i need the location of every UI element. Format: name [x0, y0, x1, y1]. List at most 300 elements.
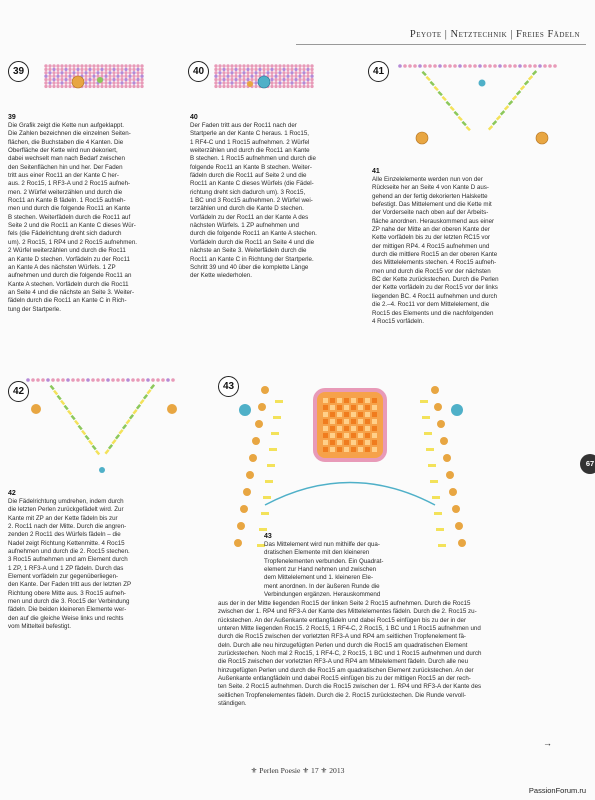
bead [548, 64, 552, 68]
bead [64, 81, 67, 84]
bead [330, 440, 335, 445]
bead [512, 95, 517, 100]
bead [234, 68, 237, 71]
bead [294, 81, 297, 84]
bead [246, 78, 249, 81]
bead [76, 68, 79, 71]
bead [270, 71, 273, 74]
bead [298, 81, 301, 84]
bead [84, 64, 87, 67]
bead [222, 78, 225, 81]
bead [294, 75, 297, 78]
bead [330, 426, 335, 431]
bead [121, 378, 125, 382]
bead [112, 64, 115, 67]
accent-bead [452, 505, 460, 513]
bead [126, 378, 130, 382]
bead [116, 64, 119, 67]
bead [238, 81, 241, 84]
bead [146, 378, 150, 382]
bead [286, 71, 289, 74]
bead [226, 71, 229, 74]
bead [365, 398, 370, 403]
bead [226, 68, 229, 71]
bead [533, 64, 537, 68]
bead [242, 75, 245, 78]
bead [95, 450, 100, 455]
accent-bead [243, 488, 251, 496]
bead [136, 64, 139, 67]
step-39-text [8, 122, 183, 314]
bead [238, 71, 241, 74]
bead [358, 412, 363, 417]
bead [44, 68, 47, 71]
bead [492, 120, 497, 125]
bead [214, 71, 217, 74]
bead [218, 85, 221, 88]
text-line: tung der Startperle. [8, 305, 61, 313]
bead [218, 68, 221, 71]
bead [132, 85, 135, 88]
bead [72, 68, 75, 71]
bead [44, 81, 47, 84]
text-line: hinzugefügten Perlen und durch die Roc15 am quadratischen Element zurückstechen. An der [218, 666, 474, 674]
text-line: nächste an Seite 3. Weiterfädeln durch die [190, 247, 307, 255]
bead [418, 64, 422, 68]
bead [238, 64, 241, 67]
bead [358, 426, 363, 431]
text-line: richtung dreht sich dadurch um). 3 Roc15, [190, 188, 306, 196]
bead [294, 68, 297, 71]
bead [76, 71, 79, 74]
bead [51, 378, 55, 382]
text-line: Element vorfädeln zur gegenüberliegen- [8, 573, 119, 581]
bead [50, 385, 55, 390]
bead [92, 78, 95, 81]
step-40-number: 40 [190, 114, 198, 121]
bead [330, 398, 335, 403]
bead [246, 64, 249, 67]
bead [290, 78, 293, 81]
text-line: den Kante. Der Faden tritt aus der letzten ZP [8, 581, 132, 589]
bead [270, 78, 273, 81]
bead [66, 378, 70, 382]
bead [553, 64, 557, 68]
header-separator: | [510, 29, 513, 40]
bead [488, 64, 492, 68]
bead [468, 64, 472, 68]
bead [282, 85, 285, 88]
bead [246, 75, 249, 78]
bead [365, 433, 370, 438]
accent-bead [261, 386, 269, 394]
bead [122, 424, 127, 429]
bead [538, 64, 542, 68]
bead [278, 75, 281, 78]
accent-bead [536, 132, 548, 144]
text-line: der mittigen RP4. 4 Roc15 aufnehmen und [372, 242, 490, 250]
bead [493, 64, 497, 68]
text-line: folgende Roc11 an Kante B stechen. Weiter- [190, 163, 312, 171]
bead [128, 78, 131, 81]
accent-bead [479, 80, 486, 87]
bead [298, 71, 301, 74]
bead [508, 100, 513, 105]
bead [80, 68, 83, 71]
bead [56, 75, 59, 78]
bead [274, 64, 277, 67]
bead [112, 68, 115, 71]
accent-bead [443, 454, 451, 462]
accent-bead [440, 437, 448, 445]
accent-bead [249, 454, 257, 462]
bead [242, 64, 245, 67]
bead [26, 378, 30, 382]
bead [52, 81, 55, 84]
bead [372, 447, 377, 452]
bead [323, 398, 328, 403]
bead [156, 378, 160, 382]
bead [56, 85, 59, 88]
bead [226, 75, 229, 78]
bead [48, 71, 51, 74]
bead [344, 426, 349, 431]
text-line: die 2.–4. Roc11 vor dem Mittelelement, die [372, 301, 490, 309]
header-rule [296, 44, 586, 45]
bead [41, 378, 45, 382]
bead [262, 64, 265, 67]
bead [282, 78, 285, 81]
bead [124, 78, 127, 81]
bead [139, 399, 144, 404]
bead [504, 105, 509, 110]
bead [483, 64, 487, 68]
text-line: deln. Durch alle neu hinzugefügten Perlen und durch die Roc15 am quadratischen Element [218, 641, 468, 649]
accent-bead [167, 404, 177, 414]
bead [518, 64, 522, 68]
bead [88, 75, 91, 78]
bead [60, 81, 63, 84]
text-line: ständigen. [218, 700, 247, 708]
bead [258, 71, 261, 74]
bead [434, 512, 442, 515]
bead [222, 68, 225, 71]
bead [150, 384, 155, 389]
bead [230, 68, 233, 71]
step-40-text [190, 122, 368, 281]
step-41-text [372, 176, 547, 326]
bead [111, 378, 115, 382]
page-footer [0, 766, 595, 775]
text-line: 4 Roc15 vorfädeln. [372, 317, 424, 325]
bead [230, 78, 233, 81]
bead [64, 68, 67, 71]
bead [454, 111, 459, 116]
bead [254, 71, 257, 74]
bead [72, 64, 75, 67]
accent-bead [455, 522, 463, 530]
watermark: PassionForum.ru [528, 786, 586, 795]
bead [302, 71, 305, 74]
text-line: Seite 2 und die Roc11 an Kante C dieses Wür- [8, 222, 136, 230]
bead [271, 432, 279, 435]
bead [294, 78, 297, 81]
bead [91, 378, 95, 382]
bead [96, 71, 99, 74]
bead [44, 64, 47, 67]
bead [96, 378, 100, 382]
bead [306, 71, 309, 74]
bead [358, 405, 363, 410]
bead [234, 78, 237, 81]
bead [543, 64, 547, 68]
text-line: fädeln durch die Roc11 auf Seite 2 und die [190, 172, 307, 180]
bead [85, 435, 90, 440]
bead [428, 64, 432, 68]
text-line: zenden 2 Roc11 des Würfels fädeln – die [8, 531, 121, 539]
bead [132, 64, 135, 67]
bead [92, 64, 95, 67]
bead [337, 440, 342, 445]
bead [52, 68, 55, 71]
text-line: Roc11 an Kante B fädeln. 1 Roc15 aufneh- [8, 197, 126, 205]
bead [274, 85, 277, 88]
bead [84, 71, 87, 74]
bead [120, 85, 123, 88]
bead [372, 412, 377, 417]
figure-39-diagram [40, 58, 148, 108]
bead [310, 75, 313, 78]
bead [528, 75, 533, 80]
text-line: Alle Einzelelemente werden nun von der [372, 176, 483, 183]
bead [68, 68, 71, 71]
bead [266, 71, 269, 74]
bead [306, 75, 309, 78]
bead [306, 81, 309, 84]
bead [302, 81, 305, 84]
bead [226, 85, 229, 88]
accent-bead [255, 420, 263, 428]
bead [302, 85, 305, 88]
text-line: Der Faden tritt aus der Roc11 nach der [190, 122, 297, 129]
accent-bead [240, 505, 248, 513]
bead [234, 85, 237, 88]
bead [88, 440, 93, 445]
bead [81, 378, 85, 382]
accent-bead [31, 404, 41, 414]
bead [270, 85, 273, 88]
bead [238, 78, 241, 81]
text-line: die Roc15 zwischen der vorletzten RF3-A und RP4 am Mittelelement fädeln. Durch alle neu [218, 658, 469, 666]
bead [351, 405, 356, 410]
bead [330, 419, 335, 424]
bead [44, 85, 47, 88]
text-line: Vorfädeln durch die Roc11 an Seite 4 und die [190, 238, 315, 246]
accent-bead [97, 77, 103, 83]
bead [128, 71, 131, 74]
bead [434, 86, 439, 91]
text-line: men und durch die 3. Roc15 der Verbindung [8, 598, 130, 606]
text-line: an Kante A des nächsten Würfels. 1 ZP [8, 263, 116, 271]
text-line: des Mittelelements stechen. 4 Roc15 aufneh- [372, 259, 497, 267]
bead [108, 75, 111, 78]
text-line: durch die mittlere Roc15 an der oberen Kante [372, 251, 498, 259]
bead [120, 78, 123, 81]
text-line: Tropfenelementen verbunden. Ein Quadrat- [264, 557, 384, 565]
bead [270, 64, 273, 67]
bead [44, 78, 47, 81]
bead [56, 378, 60, 382]
text-line: den auf die gleiche Weise links und rechts [8, 614, 124, 622]
bead [136, 78, 139, 81]
bead [278, 85, 281, 88]
bead [290, 71, 293, 74]
bead [57, 395, 62, 400]
bead [330, 433, 335, 438]
bead [104, 68, 107, 71]
bead [351, 447, 356, 452]
bead [214, 75, 217, 78]
bead [140, 64, 143, 67]
bead [351, 412, 356, 417]
text-line: nächsten Würfels. 1 ZP aufnehmen und [190, 222, 299, 230]
bead [84, 68, 87, 71]
bead [306, 78, 309, 81]
bead [351, 433, 356, 438]
bead [443, 64, 447, 68]
text-line: BC der Kette zurückstechen. Durch die Perlen [372, 276, 499, 284]
bead [413, 64, 417, 68]
bead [234, 75, 237, 78]
bead [71, 378, 75, 382]
accent-bead [239, 404, 251, 416]
bead [302, 78, 305, 81]
text-line: durch die Roc15 zwischen der vorletzten RF3-A und RP4 am seitlichen Tropfenelement fä- [218, 633, 466, 641]
text-line: Roc15 des Elements und die nachfolgenden [372, 309, 494, 317]
text-line: Nadel zeigt Richtung Kettenmitte. 4 Roc15 [8, 539, 125, 547]
bead [294, 64, 297, 67]
text-line: vom Mittelteil befestigt. [8, 623, 71, 631]
bead [337, 405, 342, 410]
bead [250, 64, 253, 67]
bead [143, 394, 148, 399]
bead [108, 68, 111, 71]
bead [433, 64, 437, 68]
accent-bead [247, 81, 253, 87]
accent-bead [246, 471, 254, 479]
bead [222, 71, 225, 74]
bead [438, 544, 446, 547]
bead [96, 85, 99, 88]
text-line: rückstechen. An der Außenkante entlangfädeln und dabei Roc15 einfügen bis zu der in der [218, 616, 467, 624]
bead [108, 78, 111, 81]
bead [269, 448, 277, 451]
bead [86, 378, 90, 382]
bead [372, 440, 377, 445]
bead [438, 91, 443, 96]
bead [226, 78, 229, 81]
bead [64, 78, 67, 81]
step-41-number: 41 [372, 168, 380, 175]
bead [116, 85, 119, 88]
text-line: durch die folgende Roc11 an Kante A stechen. [190, 230, 317, 238]
bead [310, 64, 313, 67]
bead [448, 64, 452, 68]
text-line: dratischen Elemente mit den kleineren [264, 549, 370, 557]
thread [265, 483, 435, 506]
bead [129, 414, 134, 419]
bead [286, 64, 289, 67]
bead [310, 68, 313, 71]
bead [254, 64, 257, 67]
bead [61, 378, 65, 382]
accent-bead [458, 539, 466, 547]
bead [92, 71, 95, 74]
text-line: fels (die Fädelrichtung dreht sich dadurch [8, 230, 122, 238]
footer-ornament: ⚜ [320, 766, 328, 775]
bead [132, 78, 135, 81]
bead [44, 71, 47, 74]
bead [323, 419, 328, 424]
bead [358, 447, 363, 452]
bead [116, 68, 119, 71]
bead [266, 68, 269, 71]
bead [68, 75, 71, 78]
bead [141, 378, 145, 382]
bead [166, 378, 170, 382]
bead [161, 378, 165, 382]
footer-ornament: ⚜ [250, 766, 258, 775]
text-line: fläche anordnen. Herauskommend aus einer [372, 217, 495, 225]
text-line: seitlichen Tropfenelementes fädeln. Durch die 2. Roc15 zurückstechen. Die Runde vervoll- [218, 691, 466, 699]
bead [426, 76, 431, 81]
bead [92, 75, 95, 78]
bead [140, 85, 143, 88]
bead [36, 378, 40, 382]
page-number-tab: 67 [580, 454, 595, 474]
text-line: B stechen. 1 Roc15 aufnehmen und durch die [190, 155, 316, 163]
bead [302, 68, 305, 71]
text-line: element zur Hand nehmen und zwischen [264, 566, 377, 574]
bead [258, 68, 261, 71]
bead [60, 85, 63, 88]
bead [48, 64, 51, 67]
bead [132, 81, 135, 84]
bead [282, 75, 285, 78]
bead [238, 75, 241, 78]
text-line: 2 Würfel weiterzählen und durch die Roc11 [8, 247, 126, 255]
bead [52, 71, 55, 74]
bead [463, 64, 467, 68]
bead [259, 528, 267, 531]
bead [112, 75, 115, 78]
bead [52, 78, 55, 81]
bead [76, 64, 79, 67]
text-line: Kante mit ZP an der Kette fädeln bis zur [8, 514, 118, 522]
bead [136, 71, 139, 74]
bead [171, 378, 175, 382]
bead [372, 433, 377, 438]
bead [100, 71, 103, 74]
bead [84, 78, 87, 81]
bead [274, 71, 277, 74]
bead [104, 449, 109, 454]
text-line: ten Seite. 2 Roc15 aufnehmen. Durch die Roc15 zwischen der 1. RP4 und RF3-A der Kante des [218, 683, 482, 691]
figure-42-badge: 42 [8, 381, 29, 402]
text-line: 2. Roc11 nach der Mitte. Durch die angren- [8, 523, 127, 531]
footer-year: 2013 [329, 766, 345, 775]
bead [68, 78, 71, 81]
